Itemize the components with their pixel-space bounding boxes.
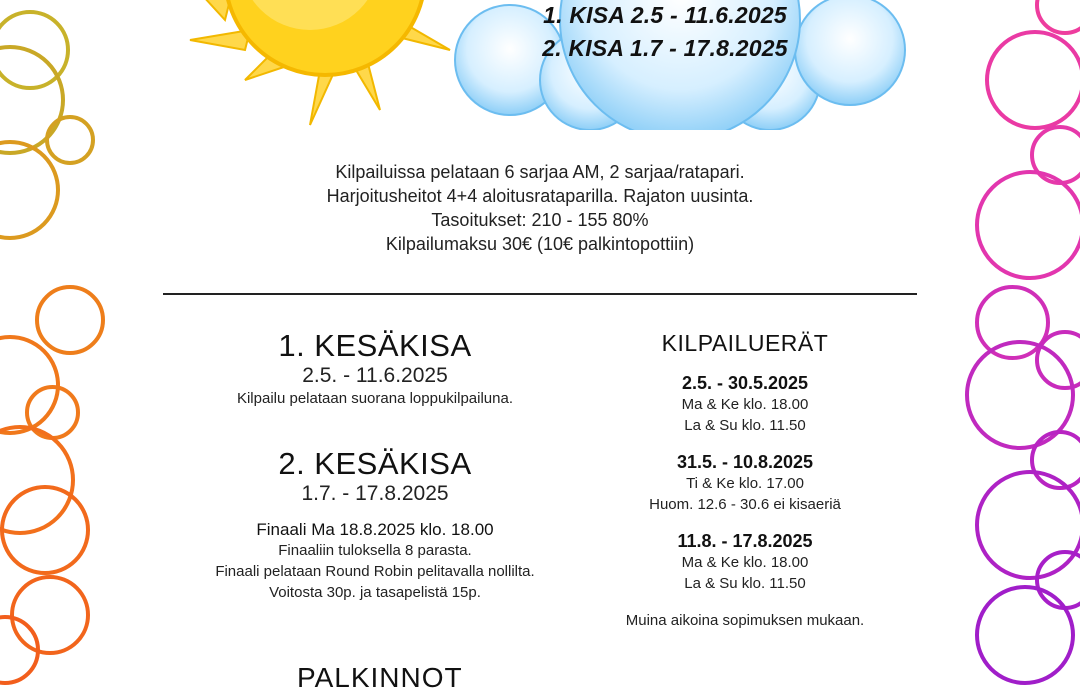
rules-block	[240, 160, 840, 256]
section-divider	[163, 293, 917, 295]
kesakisa-2-title: 2. KESÄKISA	[278, 446, 472, 481]
rule-line: Kilpailuissa pelataan 6 sarjaa AM, 2 sarjaa/ratapari.	[335, 162, 745, 182]
rule-line: Tasoitukset: 210 - 155 80%	[431, 210, 649, 230]
period-line: Ma & Ke klo. 18.00	[681, 396, 809, 413]
final-title: Finaali Ma 18.8.2025 klo. 18.00	[256, 520, 494, 539]
final-line: Finaali pelataan Round Robin pelitavalla nollilta.	[215, 563, 535, 580]
decorative-bubble	[975, 170, 1080, 280]
decorative-bubble	[975, 585, 1075, 685]
period-dates: 2.5. - 30.5.2025	[681, 373, 809, 393]
decorative-bubble	[0, 485, 90, 575]
kesakisa-1-title: 1. KESÄKISA	[278, 328, 472, 363]
period-line: Huom. 12.6 - 30.6 ei kisaeriä	[649, 496, 841, 513]
kilpailuerat-footer: Muina aikoina sopimuksen mukaan.	[625, 612, 865, 629]
period-dates: 11.8. - 17.8.2025	[677, 531, 813, 551]
headline-kisa-1: 1. KISA 2.5 - 11.6.2025	[543, 2, 787, 28]
kesakisa-2-dates: 1.7. - 17.8.2025	[301, 482, 449, 505]
period-block	[590, 452, 900, 515]
period-line: La & Su klo. 11.50	[684, 417, 806, 434]
rule-line: Kilpailumaksu 30€ (10€ palkintopottiin)	[385, 234, 695, 254]
period-block	[590, 373, 900, 436]
headline-kisa-2: 2. KISA 1.7 - 17.8.2025	[542, 35, 788, 61]
prizes-title: PALKINNOT	[297, 662, 463, 693]
kesakisa-1-note: Kilpailu pelataan suorana loppukilpailuna.	[236, 390, 514, 407]
period-line: La & Su klo. 11.50	[684, 575, 806, 592]
period-line: Ma & Ke klo. 18.00	[681, 554, 809, 571]
final-line: Voitosta 30p. ja tasapelistä 15p.	[269, 584, 481, 601]
kesakisa-1-dates: 2.5. - 11.6.2025	[302, 364, 448, 387]
kilpailuerat-title: KILPAILUERÄT	[661, 330, 829, 356]
period-line: Ti & Ke klo. 17.00	[686, 475, 804, 492]
decorative-bubble	[985, 30, 1080, 130]
final-line: Finaaliin tuloksella 8 parasta.	[278, 542, 472, 559]
period-dates: 31.5. - 10.8.2025	[676, 452, 814, 472]
kesakisa-2-section	[160, 446, 590, 603]
decorative-bubble	[45, 115, 95, 165]
decorative-bubble	[35, 285, 105, 355]
kilpailuerat-section	[590, 330, 900, 631]
period-block	[590, 531, 900, 594]
rule-line: Harjoitusheitot 4+4 aloitusrataparilla. Rajaton uusinta.	[326, 186, 754, 206]
kesakisa-1-section	[160, 328, 590, 409]
